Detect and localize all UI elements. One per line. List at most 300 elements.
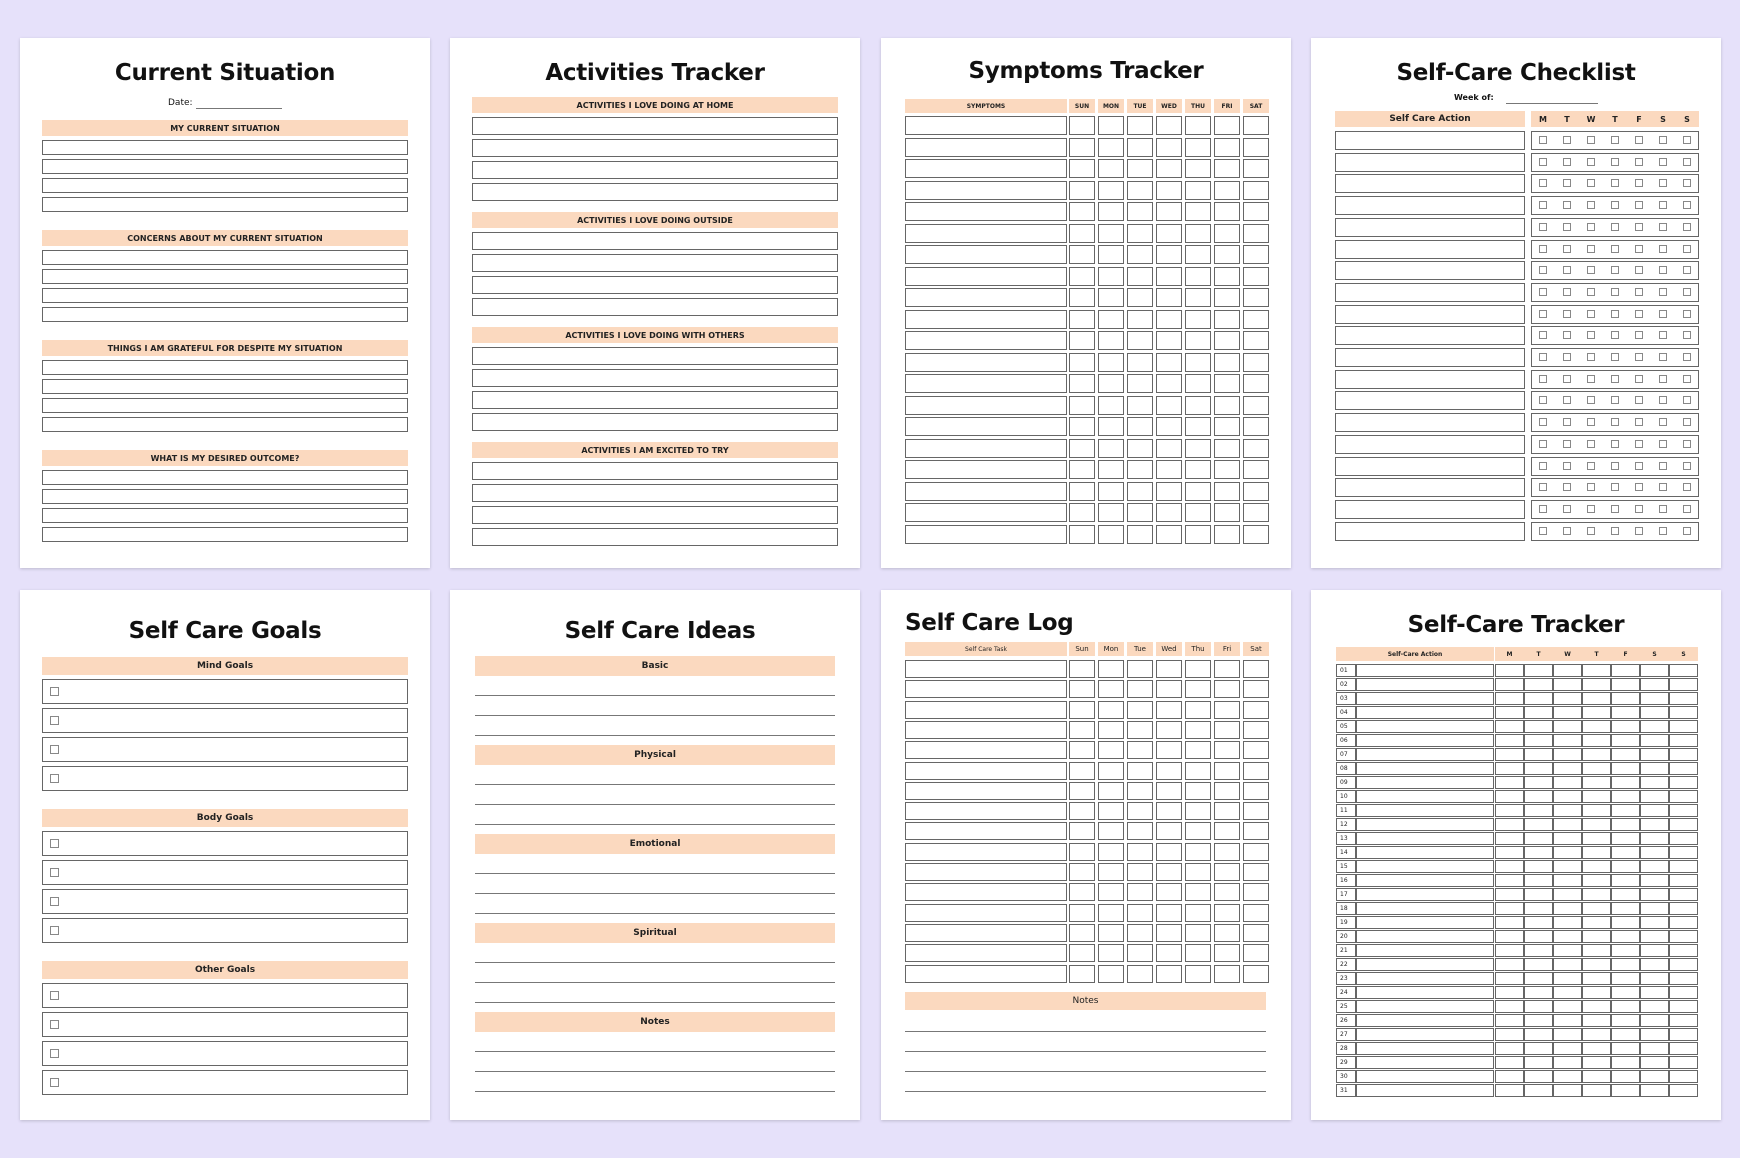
- day-cell[interactable]: [1098, 741, 1124, 759]
- day-cell[interactable]: [1524, 1014, 1553, 1027]
- checkbox-icon[interactable]: [1659, 245, 1667, 253]
- day-cell[interactable]: [1127, 138, 1153, 157]
- day-cell[interactable]: [1495, 1042, 1524, 1055]
- day-cell[interactable]: [1069, 863, 1095, 881]
- checkbox-icon[interactable]: [1683, 288, 1691, 296]
- entry-box[interactable]: [472, 232, 838, 250]
- day-cell[interactable]: [1669, 1084, 1698, 1097]
- day-cell[interactable]: [1069, 924, 1095, 942]
- day-cell[interactable]: [1524, 986, 1553, 999]
- day-cell[interactable]: [1214, 924, 1240, 942]
- day-cell[interactable]: [1495, 846, 1524, 859]
- day-cell[interactable]: [1156, 883, 1182, 901]
- day-cell[interactable]: [1069, 224, 1095, 243]
- task-cell[interactable]: [905, 822, 1067, 840]
- day-cell[interactable]: [1156, 904, 1182, 922]
- day-cell[interactable]: [1582, 776, 1611, 789]
- day-cell[interactable]: [1611, 804, 1640, 817]
- entry-box[interactable]: [42, 489, 408, 504]
- day-cell[interactable]: [1524, 958, 1553, 971]
- checkbox-icon[interactable]: [1587, 288, 1595, 296]
- day-cell[interactable]: [1669, 958, 1698, 971]
- checkbox-icon[interactable]: [1587, 223, 1595, 231]
- day-cell[interactable]: [1582, 972, 1611, 985]
- day-cell[interactable]: [1640, 678, 1669, 691]
- day-cell[interactable]: [1185, 374, 1211, 393]
- day-cell[interactable]: [1156, 202, 1182, 221]
- day-cell[interactable]: [1495, 874, 1524, 887]
- action-cell[interactable]: [1356, 944, 1494, 957]
- day-cell[interactable]: [1524, 916, 1553, 929]
- day-cell[interactable]: [1553, 664, 1582, 677]
- day-cell[interactable]: [1640, 762, 1669, 775]
- checkbox-icon[interactable]: [1587, 310, 1595, 318]
- action-cell[interactable]: [1335, 391, 1525, 410]
- day-cell[interactable]: [1243, 159, 1269, 178]
- day-cell[interactable]: [1582, 1028, 1611, 1041]
- day-cell[interactable]: [1611, 818, 1640, 831]
- day-cell[interactable]: [1669, 720, 1698, 733]
- day-cell[interactable]: [1524, 1000, 1553, 1013]
- day-cell[interactable]: [1640, 972, 1669, 985]
- entry-box[interactable]: [42, 250, 408, 265]
- day-cell[interactable]: [1582, 748, 1611, 761]
- checkbox-icon[interactable]: [1563, 462, 1571, 470]
- checkbox-icon[interactable]: [1635, 418, 1643, 426]
- action-cell[interactable]: [1335, 478, 1525, 497]
- entry-box[interactable]: [42, 398, 408, 413]
- day-cell[interactable]: [1098, 680, 1124, 698]
- day-cell[interactable]: [1582, 706, 1611, 719]
- day-cell[interactable]: [1669, 944, 1698, 957]
- checkbox-icon[interactable]: [1659, 396, 1667, 404]
- checkbox-icon[interactable]: [50, 868, 59, 877]
- checkbox-icon[interactable]: [1611, 483, 1619, 491]
- day-cell[interactable]: [1669, 790, 1698, 803]
- day-cell[interactable]: [1127, 331, 1153, 350]
- action-cell[interactable]: [1356, 986, 1494, 999]
- day-cell[interactable]: [1495, 1000, 1524, 1013]
- day-cell[interactable]: [1243, 503, 1269, 522]
- day-cell[interactable]: [1524, 776, 1553, 789]
- checkbox-icon[interactable]: [50, 774, 59, 783]
- task-cell[interactable]: [905, 701, 1067, 719]
- day-cell[interactable]: [1553, 790, 1582, 803]
- checkbox-icon[interactable]: [1587, 483, 1595, 491]
- checkbox-icon[interactable]: [1611, 310, 1619, 318]
- day-cell[interactable]: [1214, 310, 1240, 329]
- entry-box[interactable]: [42, 197, 408, 212]
- day-cell[interactable]: [1553, 874, 1582, 887]
- day-cell[interactable]: [1243, 701, 1269, 719]
- checkbox-icon[interactable]: [1611, 158, 1619, 166]
- checkbox-icon[interactable]: [1563, 158, 1571, 166]
- day-cell[interactable]: [1098, 159, 1124, 178]
- day-cell[interactable]: [1069, 802, 1095, 820]
- day-cell[interactable]: [1127, 904, 1153, 922]
- day-cell[interactable]: [1582, 692, 1611, 705]
- day-cell[interactable]: [1582, 720, 1611, 733]
- day-cell[interactable]: [1156, 396, 1182, 415]
- day-cell[interactable]: [1185, 701, 1211, 719]
- day-cell[interactable]: [1156, 460, 1182, 479]
- day-cell[interactable]: [1127, 680, 1153, 698]
- checkbox-icon[interactable]: [1659, 331, 1667, 339]
- day-cell[interactable]: [1582, 832, 1611, 845]
- day-cell[interactable]: [1214, 116, 1240, 135]
- day-cell[interactable]: [1156, 721, 1182, 739]
- day-cell[interactable]: [1524, 1070, 1553, 1083]
- day-cell[interactable]: [1243, 802, 1269, 820]
- day-cell[interactable]: [1611, 832, 1640, 845]
- day-cell[interactable]: [1214, 439, 1240, 458]
- checkbox-icon[interactable]: [1683, 375, 1691, 383]
- day-cell[interactable]: [1640, 1014, 1669, 1027]
- goal-box[interactable]: [42, 831, 408, 856]
- checkbox-icon[interactable]: [1659, 462, 1667, 470]
- symptom-cell[interactable]: [905, 138, 1067, 157]
- checkbox-icon[interactable]: [1611, 353, 1619, 361]
- day-cell[interactable]: [1069, 288, 1095, 307]
- day-cell[interactable]: [1669, 1000, 1698, 1013]
- day-cell[interactable]: [1185, 482, 1211, 501]
- day-cell[interactable]: [1127, 181, 1153, 200]
- checkbox-icon[interactable]: [1683, 527, 1691, 535]
- day-cell[interactable]: [1669, 930, 1698, 943]
- day-cell[interactable]: [1243, 762, 1269, 780]
- checkbox-icon[interactable]: [1563, 266, 1571, 274]
- day-cell[interactable]: [1185, 138, 1211, 157]
- day-cell[interactable]: [1098, 224, 1124, 243]
- checkbox-icon[interactable]: [1683, 201, 1691, 209]
- checkbox-icon[interactable]: [1635, 201, 1643, 209]
- day-cell[interactable]: [1069, 762, 1095, 780]
- day-cell[interactable]: [1127, 782, 1153, 800]
- day-cell[interactable]: [1553, 1014, 1582, 1027]
- checkbox-icon[interactable]: [1539, 483, 1547, 491]
- day-cell[interactable]: [1582, 1000, 1611, 1013]
- day-cell[interactable]: [1069, 883, 1095, 901]
- day-cell[interactable]: [1069, 503, 1095, 522]
- day-cell[interactable]: [1582, 1042, 1611, 1055]
- day-cell[interactable]: [1611, 902, 1640, 915]
- day-cell[interactable]: [1524, 1042, 1553, 1055]
- action-cell[interactable]: [1335, 413, 1525, 432]
- checkbox-icon[interactable]: [1587, 245, 1595, 253]
- day-cell[interactable]: [1640, 832, 1669, 845]
- day-cell[interactable]: [1524, 734, 1553, 747]
- day-cell[interactable]: [1069, 822, 1095, 840]
- day-cell[interactable]: [1524, 888, 1553, 901]
- day-cell[interactable]: [1214, 353, 1240, 372]
- checkbox-icon[interactable]: [1563, 201, 1571, 209]
- checkbox-icon[interactable]: [1659, 223, 1667, 231]
- entry-box[interactable]: [42, 178, 408, 193]
- day-cell[interactable]: [1582, 790, 1611, 803]
- day-cell[interactable]: [1098, 883, 1124, 901]
- day-cell[interactable]: [1127, 116, 1153, 135]
- action-cell[interactable]: [1335, 174, 1525, 193]
- checkbox-icon[interactable]: [1587, 179, 1595, 187]
- symptom-cell[interactable]: [905, 202, 1067, 221]
- checkbox-icon[interactable]: [50, 1078, 59, 1087]
- day-cell[interactable]: [1582, 818, 1611, 831]
- day-cell[interactable]: [1582, 860, 1611, 873]
- day-cell[interactable]: [1214, 782, 1240, 800]
- checkbox-icon[interactable]: [1563, 396, 1571, 404]
- day-cell[interactable]: [1611, 1056, 1640, 1069]
- day-cell[interactable]: [1495, 972, 1524, 985]
- day-cell[interactable]: [1553, 748, 1582, 761]
- day-cell[interactable]: [1098, 721, 1124, 739]
- symptom-cell[interactable]: [905, 353, 1067, 372]
- action-cell[interactable]: [1356, 1070, 1494, 1083]
- day-cell[interactable]: [1185, 863, 1211, 881]
- checkbox-icon[interactable]: [1587, 505, 1595, 513]
- day-cell[interactable]: [1495, 818, 1524, 831]
- goal-box[interactable]: [42, 983, 408, 1008]
- day-cell[interactable]: [1069, 417, 1095, 436]
- checkbox-icon[interactable]: [1635, 353, 1643, 361]
- day-cell[interactable]: [1669, 776, 1698, 789]
- day-cell[interactable]: [1098, 310, 1124, 329]
- action-cell[interactable]: [1335, 131, 1525, 150]
- day-cell[interactable]: [1156, 116, 1182, 135]
- day-cell[interactable]: [1156, 660, 1182, 678]
- checkbox-icon[interactable]: [1587, 396, 1595, 404]
- day-cell[interactable]: [1098, 482, 1124, 501]
- day-cell[interactable]: [1185, 503, 1211, 522]
- day-cell[interactable]: [1156, 267, 1182, 286]
- entry-box[interactable]: [472, 391, 838, 409]
- entry-box[interactable]: [472, 347, 838, 365]
- day-cell[interactable]: [1214, 802, 1240, 820]
- day-cell[interactable]: [1524, 706, 1553, 719]
- checkbox-icon[interactable]: [1611, 223, 1619, 231]
- day-cell[interactable]: [1640, 860, 1669, 873]
- day-cell[interactable]: [1127, 843, 1153, 861]
- day-cell[interactable]: [1640, 916, 1669, 929]
- task-cell[interactable]: [905, 843, 1067, 861]
- checkbox-icon[interactable]: [1539, 396, 1547, 404]
- day-cell[interactable]: [1214, 374, 1240, 393]
- entry-box[interactable]: [42, 360, 408, 375]
- day-cell[interactable]: [1098, 782, 1124, 800]
- task-cell[interactable]: [905, 883, 1067, 901]
- checkbox-icon[interactable]: [1635, 375, 1643, 383]
- checkbox-icon[interactable]: [1587, 418, 1595, 426]
- entry-box[interactable]: [42, 508, 408, 523]
- day-cell[interactable]: [1156, 525, 1182, 544]
- day-cell[interactable]: [1214, 680, 1240, 698]
- day-cell[interactable]: [1214, 159, 1240, 178]
- symptom-cell[interactable]: [905, 460, 1067, 479]
- day-cell[interactable]: [1156, 701, 1182, 719]
- day-cell[interactable]: [1127, 525, 1153, 544]
- action-cell[interactable]: [1356, 678, 1494, 691]
- checkbox-icon[interactable]: [1539, 201, 1547, 209]
- day-cell[interactable]: [1069, 331, 1095, 350]
- day-cell[interactable]: [1127, 396, 1153, 415]
- day-cell[interactable]: [1495, 748, 1524, 761]
- symptom-cell[interactable]: [905, 503, 1067, 522]
- action-cell[interactable]: [1356, 1042, 1494, 1055]
- entry-box[interactable]: [472, 117, 838, 135]
- day-cell[interactable]: [1214, 417, 1240, 436]
- day-cell[interactable]: [1640, 664, 1669, 677]
- day-cell[interactable]: [1214, 660, 1240, 678]
- day-cell[interactable]: [1069, 202, 1095, 221]
- day-cell[interactable]: [1495, 832, 1524, 845]
- day-cell[interactable]: [1669, 888, 1698, 901]
- checkbox-icon[interactable]: [1659, 505, 1667, 513]
- task-cell[interactable]: [905, 924, 1067, 942]
- checkbox-icon[interactable]: [1659, 353, 1667, 361]
- checkbox-icon[interactable]: [1659, 527, 1667, 535]
- day-cell[interactable]: [1127, 762, 1153, 780]
- day-cell[interactable]: [1098, 353, 1124, 372]
- day-cell[interactable]: [1669, 860, 1698, 873]
- day-cell[interactable]: [1669, 706, 1698, 719]
- day-cell[interactable]: [1127, 660, 1153, 678]
- checkbox-icon[interactable]: [1611, 179, 1619, 187]
- day-cell[interactable]: [1214, 482, 1240, 501]
- day-cell[interactable]: [1214, 288, 1240, 307]
- day-cell[interactable]: [1669, 804, 1698, 817]
- symptom-cell[interactable]: [905, 224, 1067, 243]
- day-cell[interactable]: [1214, 224, 1240, 243]
- day-cell[interactable]: [1156, 863, 1182, 881]
- checkbox-icon[interactable]: [1611, 396, 1619, 404]
- day-cell[interactable]: [1185, 525, 1211, 544]
- day-cell[interactable]: [1185, 159, 1211, 178]
- day-cell[interactable]: [1185, 396, 1211, 415]
- task-cell[interactable]: [905, 863, 1067, 881]
- day-cell[interactable]: [1524, 678, 1553, 691]
- day-cell[interactable]: [1098, 396, 1124, 415]
- day-cell[interactable]: [1069, 159, 1095, 178]
- day-cell[interactable]: [1582, 986, 1611, 999]
- day-cell[interactable]: [1185, 202, 1211, 221]
- day-cell[interactable]: [1185, 353, 1211, 372]
- day-cell[interactable]: [1611, 1042, 1640, 1055]
- checkbox-icon[interactable]: [1635, 396, 1643, 404]
- day-cell[interactable]: [1069, 965, 1095, 983]
- action-cell[interactable]: [1335, 500, 1525, 519]
- day-cell[interactable]: [1098, 503, 1124, 522]
- day-cell[interactable]: [1611, 664, 1640, 677]
- entry-box[interactable]: [42, 417, 408, 432]
- day-cell[interactable]: [1069, 374, 1095, 393]
- day-cell[interactable]: [1069, 680, 1095, 698]
- checkbox-icon[interactable]: [1563, 288, 1571, 296]
- day-cell[interactable]: [1098, 439, 1124, 458]
- checkbox-icon[interactable]: [1659, 136, 1667, 144]
- day-cell[interactable]: [1611, 874, 1640, 887]
- day-cell[interactable]: [1156, 924, 1182, 942]
- day-cell[interactable]: [1582, 1070, 1611, 1083]
- day-cell[interactable]: [1243, 331, 1269, 350]
- day-cell[interactable]: [1669, 664, 1698, 677]
- action-cell[interactable]: [1356, 1028, 1494, 1041]
- day-cell[interactable]: [1640, 874, 1669, 887]
- day-cell[interactable]: [1185, 822, 1211, 840]
- day-cell[interactable]: [1495, 958, 1524, 971]
- action-cell[interactable]: [1335, 240, 1525, 259]
- day-cell[interactable]: [1669, 762, 1698, 775]
- day-cell[interactable]: [1156, 944, 1182, 962]
- day-cell[interactable]: [1524, 720, 1553, 733]
- task-cell[interactable]: [905, 944, 1067, 962]
- day-cell[interactable]: [1185, 267, 1211, 286]
- checkbox-icon[interactable]: [1683, 179, 1691, 187]
- day-cell[interactable]: [1553, 818, 1582, 831]
- day-cell[interactable]: [1495, 944, 1524, 957]
- checkbox-icon[interactable]: [1563, 353, 1571, 361]
- day-cell[interactable]: [1582, 930, 1611, 943]
- day-cell[interactable]: [1127, 741, 1153, 759]
- action-cell[interactable]: [1335, 261, 1525, 280]
- day-cell[interactable]: [1127, 924, 1153, 942]
- day-cell[interactable]: [1243, 310, 1269, 329]
- day-cell[interactable]: [1098, 245, 1124, 264]
- day-cell[interactable]: [1524, 790, 1553, 803]
- day-cell[interactable]: [1098, 116, 1124, 135]
- symptom-cell[interactable]: [905, 288, 1067, 307]
- day-cell[interactable]: [1524, 804, 1553, 817]
- checkbox-icon[interactable]: [1539, 266, 1547, 274]
- day-cell[interactable]: [1098, 202, 1124, 221]
- checkbox-icon[interactable]: [1611, 136, 1619, 144]
- day-cell[interactable]: [1127, 701, 1153, 719]
- action-cell[interactable]: [1356, 706, 1494, 719]
- checkbox-icon[interactable]: [1683, 353, 1691, 361]
- day-cell[interactable]: [1524, 860, 1553, 873]
- day-cell[interactable]: [1524, 1056, 1553, 1069]
- day-cell[interactable]: [1669, 874, 1698, 887]
- day-cell[interactable]: [1185, 181, 1211, 200]
- day-cell[interactable]: [1127, 267, 1153, 286]
- entry-box[interactable]: [42, 527, 408, 542]
- day-cell[interactable]: [1611, 734, 1640, 747]
- day-cell[interactable]: [1127, 883, 1153, 901]
- day-cell[interactable]: [1156, 782, 1182, 800]
- action-cell[interactable]: [1356, 846, 1494, 859]
- day-cell[interactable]: [1069, 482, 1095, 501]
- day-cell[interactable]: [1640, 1000, 1669, 1013]
- day-cell[interactable]: [1214, 701, 1240, 719]
- action-cell[interactable]: [1356, 1084, 1494, 1097]
- checkbox-icon[interactable]: [1683, 331, 1691, 339]
- entry-box[interactable]: [42, 269, 408, 284]
- day-cell[interactable]: [1553, 678, 1582, 691]
- day-cell[interactable]: [1098, 660, 1124, 678]
- day-cell[interactable]: [1098, 965, 1124, 983]
- entry-box[interactable]: [472, 484, 838, 502]
- day-cell[interactable]: [1611, 1000, 1640, 1013]
- action-cell[interactable]: [1335, 435, 1525, 454]
- entry-box[interactable]: [42, 140, 408, 155]
- day-cell[interactable]: [1611, 916, 1640, 929]
- day-cell[interactable]: [1582, 888, 1611, 901]
- day-cell[interactable]: [1156, 822, 1182, 840]
- goal-box[interactable]: [42, 679, 408, 704]
- day-cell[interactable]: [1524, 748, 1553, 761]
- symptom-cell[interactable]: [905, 116, 1067, 135]
- day-cell[interactable]: [1127, 822, 1153, 840]
- day-cell[interactable]: [1127, 288, 1153, 307]
- day-cell[interactable]: [1553, 692, 1582, 705]
